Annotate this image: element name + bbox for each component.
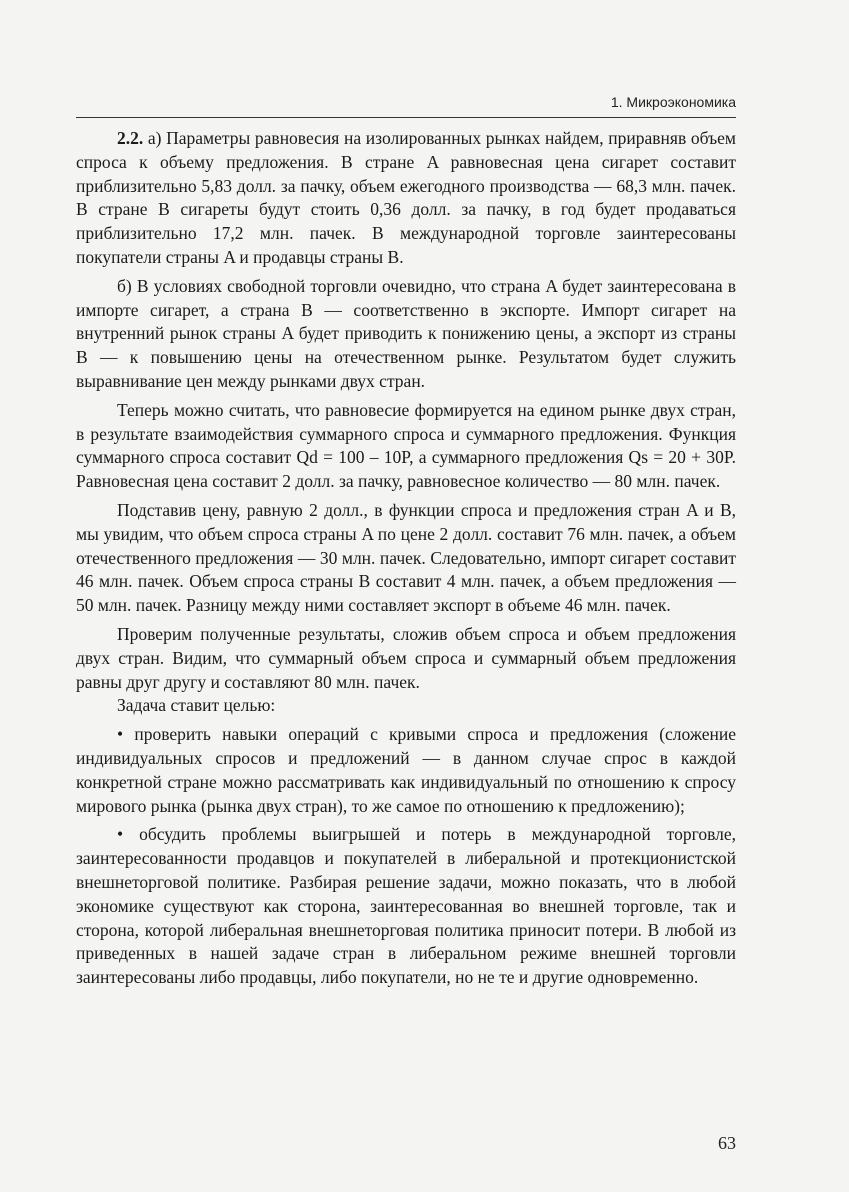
paragraph-1 bbox=[76, 127, 736, 270]
page-number: 63 bbox=[718, 1133, 736, 1153]
problem-number: 2.2. bbox=[117, 128, 144, 148]
paragraph-6: Задача ставит целью: bbox=[117, 695, 276, 716]
paragraph-4: Подставив цену, равную 2 долл., в функции спроса и предложения стран A и B, мы увидим, что объем спроса страны A по цене 2 долл. составит 76 млн. пачек, а объем отечественного предложения — 30 млн. пачек. Следовательно, импорт сигарет составит 46 млн. пачек. Объем спроса страны B составит 4 млн. пачек, а объем предложения — 50 млн. пачек. Разницу между ними составляет экспорт в объеме 46 млн. пачек. bbox=[76, 499, 736, 616]
paragraph-2: б) В условиях свободной торговли очевидно, что страна A будет заинтересована в импорте сигарет, а страна B — соответственно в экспорте. Импорт сигарет на внутренний рынок страны A будет приводить к понижению цены, а экспорт из страны B — к повышению цены на отечественном рынке. Результатом будет служить выравнивание цен между рынками двух стран. bbox=[76, 275, 736, 391]
running-header: 1. Микроэкономика bbox=[610, 94, 736, 110]
paragraph-1-text: а) Параметры равновесия на изолированных рынках найдем, приравняв объем спроса к объему предложения. В стране A равновесная цена сигарет составит приблизительно 5,83 долл. за пачку, объем ежегодного производства — 68,3 млн. пачек. В стране B сигареты будут стоить 0,36 долл. за пачку, в год будет продаваться приблизительно 17,2 млн. пачек. В международной торговле заинтересованы покупатели страны A и продавцы страны B. bbox=[76, 128, 736, 267]
header-rule bbox=[76, 117, 736, 118]
bullet-item-1: • проверить навыки операций с кривыми спроса и предложения (сложение индивидуальных спросов и предложений — в данном случае спрос в каждой конкретной стране можно рассматривать как индивидуальный по отношению к спросу мирового рынка (рынка двух стран), то же самое по отношению к предложению); bbox=[76, 724, 736, 816]
page-body bbox=[76, 127, 736, 990]
bullet-item-2: • обсудить проблемы выигрышей и потерь в международной торговле, заинтересованности продавцов и покупателей в либеральной и протекционистской внешнеторговой политике. Разбирая решение задачи, можно показать, что в любой экономике существуют как сторона, заинтересованная во внешней торговле, так и сторона, которой либеральная внешнеторговая политика приносит потери. В любой из приведенных в нашей задаче стран в либеральном режиме внешней торговли заинтересованы либо продавцы, либо покупатели, но не те и другие одновременно. bbox=[76, 824, 736, 988]
paragraph-5: Проверим полученные результаты, сложив объем спроса и объем предложения двух стран. Видим, что суммарный объем спроса и суммарный объем предложения равны друг другу и составляют 80 млн. пачек. bbox=[76, 623, 736, 692]
paragraph-3: Теперь можно считать, что равновесие формируется на едином рынке двух стран, в результате взаимодействия суммарного спроса и суммарного предложения. Функция суммарного спроса составит Qd = 100 – 10P, а суммарного предложения Qs = 20 + 30P. Равновесная цена составит 2 долл. за пачку, равновесное количество — 80 млн. пачек. bbox=[76, 399, 736, 492]
